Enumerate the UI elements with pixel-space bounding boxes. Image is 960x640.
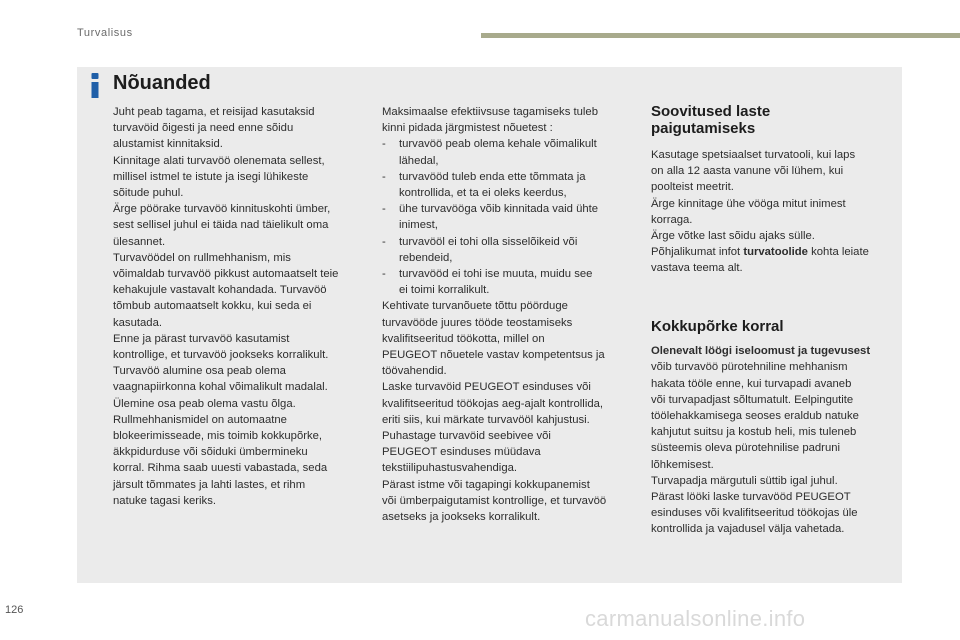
- bullet-mark: -: [382, 235, 386, 248]
- text-line: asetseks ja jookseks korralikult.: [382, 511, 541, 524]
- text-line: rebendeid,: [399, 251, 453, 264]
- text-line: vaagnapiirkonna kohal võimalikult madalal.: [113, 381, 328, 394]
- bullet-mark: -: [382, 268, 386, 281]
- text-line: inimest,: [399, 219, 438, 232]
- text-line: eriti siis, kui märkate turvavööl kahjustusi.: [382, 413, 590, 426]
- text-line: tõmbub automaatselt kokku, kui seda ei: [113, 300, 312, 313]
- text-line: Turvavöödel on rullmehhanism, mis: [113, 251, 291, 264]
- heading-line: Soovitused laste: [651, 103, 771, 120]
- text-line: ülesannet.: [113, 235, 166, 248]
- bullet-mark: -: [382, 138, 386, 151]
- spacer: [651, 137, 901, 147]
- text-line: tekstiilipuhastusvahendiga.: [382, 462, 518, 475]
- text-line: Kinnitage alati turvavöö olenemata sellest,: [113, 154, 325, 167]
- text-line: Puhastage turvavöid seebivee või: [382, 430, 551, 443]
- text-line: Turvavöö alumine osa peab olema: [113, 365, 286, 378]
- text-line: kontrollida ja vajadusel välja vahetada.: [651, 523, 845, 536]
- text-line: turvavööd ei tohi ise muuta, muidu see: [399, 268, 593, 281]
- text-line: blokeerimisseade, mis toimib kokkupõrke,: [113, 430, 323, 443]
- text-line: on alla 12 aasta vanune või lühem, kui: [651, 165, 844, 178]
- bullet-item: [382, 136, 634, 168]
- text-line: kontrollida, et ta ei oleks keerdus,: [399, 187, 567, 200]
- text-line: Laske turvavöid PEUGEOT esinduses või: [382, 381, 591, 394]
- heading-child-placement: [651, 104, 901, 137]
- keyword-child-seats: turvatoolide: [743, 246, 808, 259]
- text-line: töölehakkamisega seoses eraldub natuke: [651, 409, 859, 422]
- text-line: süsteemis oleva pürotehnilise padruni: [651, 442, 841, 455]
- text-line: Ülemine osa peab olema vastu õlga.: [113, 397, 296, 410]
- text-line: Kasutage spetsiaalset turvatooli, kui laps: [651, 149, 856, 161]
- text-line: kasutada.: [113, 316, 162, 329]
- text-line: poolteist meetrit.: [651, 181, 734, 194]
- text-line: vastava teema alt.: [651, 262, 743, 275]
- page-number: 126: [5, 604, 24, 616]
- text-line: äkkpidurduse või sõiduki ümbermineku: [113, 446, 308, 459]
- column-1: [113, 104, 365, 509]
- text-run: kohta leiate: [807, 246, 869, 259]
- text-line: Maksimaalse efektiivsuse tagamiseks tuleb: [382, 106, 598, 118]
- heading-collision: Kokkupõrke korral: [651, 317, 784, 335]
- text-line: korraga.: [651, 213, 693, 226]
- text-line: turvavöö peab olema kehale võimalikult: [399, 138, 597, 151]
- text-line: kinni pidada järgmistest nõuetest :: [382, 122, 553, 135]
- spacer: [651, 277, 901, 319]
- header-bar: [481, 33, 960, 38]
- text-run: Põhjalikumat infot: [651, 246, 744, 259]
- text-line: Pärast istme või tagapingi kokkupanemist: [382, 478, 590, 491]
- text-line: võib turvavöö pürotehniline mehhanism: [651, 361, 848, 374]
- text-line: ei toimi korralikult.: [399, 284, 490, 297]
- text-line: Juht peab tagama, et reisijad kasutaksid: [113, 106, 315, 118]
- text-line: või ümberpaigutamist kontrollige, et turvavöö: [382, 494, 607, 507]
- text-line: Rullmehhanismidel on automaatne: [113, 413, 287, 426]
- text-line: või turvapadjast sõltumatult. Eelpingutite: [651, 393, 854, 406]
- text-line: millisel istmel te istute ja isegi lühikeste: [113, 170, 309, 183]
- text-line: Ärge pöörake turvavöö kinnituskohti ümber,: [113, 203, 331, 216]
- text-line: turvavöid õigesti ja need enne sõidu: [113, 122, 294, 135]
- bullet-item: [382, 169, 634, 201]
- text-line: kontrollige, et turvavöö jookseks korralikult.: [113, 349, 329, 362]
- watermark: carmanualsonline.info: [585, 606, 806, 631]
- text-line: töövahendid.: [382, 365, 447, 378]
- text-line: järsult tõmmates ja lahti lastes, et rihm: [113, 478, 306, 491]
- bullet-mark: -: [382, 170, 386, 183]
- text-line: alustamist kinnitaksid.: [113, 138, 223, 151]
- text-line: Ärge kinnitage ühe vööga mitut inimest: [651, 197, 846, 210]
- bullet-item: [382, 201, 634, 233]
- section-label: Turvalisus: [77, 27, 133, 39]
- text-line: võimaldab turvavöö pikkust automaatselt teie: [113, 268, 339, 281]
- info-icon: [87, 72, 103, 99]
- text-line: ühe turvavööga võib kinnitada vaid ühte: [399, 203, 599, 216]
- text-line: kehakujule vastavalt kohandada. Turvavöö: [113, 284, 327, 297]
- text-line: lähedal,: [399, 154, 439, 167]
- page-title: Nõuanded: [113, 72, 211, 94]
- text-line: PEUGEOT nõuetele vastav kompetentsus ja: [382, 349, 605, 362]
- text-line: natuke tagasi keriks.: [113, 494, 216, 507]
- text-line: korral. Rihma saab uuesti vabastada, seda: [113, 462, 328, 475]
- text-line: lõhkemisest.: [651, 458, 714, 471]
- text-line: Kehtivate turvanõuete tõttu pöörduge: [382, 300, 568, 313]
- text-line: sest sellisel juhul ei täida nad täielikult oma: [113, 219, 329, 232]
- bullet-item: [382, 266, 634, 298]
- text-line: Enne ja pärast turvavöö kasutamist: [113, 332, 290, 345]
- text-line: [651, 244, 901, 260]
- text-line: kahjutut suitsu ja kostub heli, mis tuleneb: [651, 426, 857, 439]
- text-line: sõitude puhul.: [113, 187, 184, 200]
- text-line: hakata tööle enne, kui turvapadi avaneb: [651, 377, 852, 390]
- text-line: Olenevalt löögi iseloomust ja tugevusest: [651, 345, 871, 358]
- text-line: kvalifitseeritud töökotta, millel on: [382, 332, 545, 345]
- heading-line: paigutamiseks: [651, 119, 756, 137]
- text-line: Ärge võtke last sõidu ajaks sülle.: [651, 230, 815, 243]
- column-2: [382, 104, 634, 525]
- text-line: esinduses või kvalifitseeritud töökojas üle: [651, 507, 858, 520]
- text-line: PEUGEOT esinduses müüdava: [382, 446, 541, 459]
- text-line: kvalifitseeritud töökojas aeg-ajalt kontrollida,: [382, 397, 604, 410]
- text-line: turvavööde juures tööde teostamiseks: [382, 316, 573, 329]
- spacer: [651, 335, 901, 343]
- text-line: Turvapadja märgutuli süttib igal juhul.: [651, 474, 838, 487]
- column-3: [651, 104, 901, 538]
- text-line: turvavööl ei tohi olla sisselõikeid või: [399, 235, 578, 248]
- bullet-mark: -: [382, 203, 386, 216]
- bullet-item: [382, 234, 634, 266]
- text-line: Pärast lööki laske turvavööd PEUGEOT: [651, 490, 851, 503]
- text-line: turvavööd tuleb enda ette tõmmata ja: [399, 170, 586, 183]
